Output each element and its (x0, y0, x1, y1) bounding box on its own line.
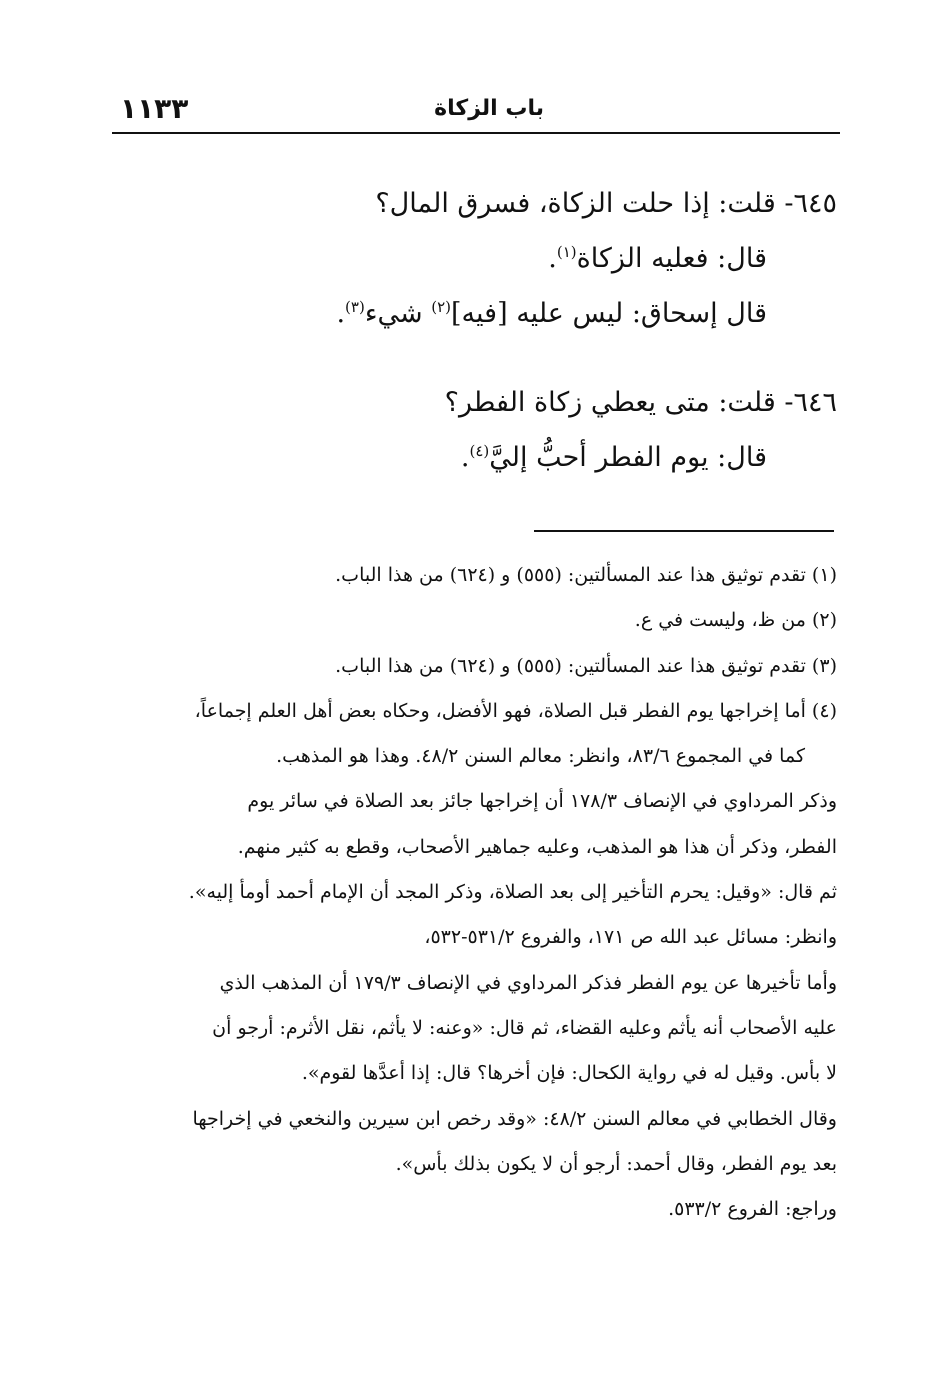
footnote-line: بعد يوم الفطر، وقال أحمد: أرجو أن لا يكون بذلك بأس». (395, 1152, 837, 1175)
question-text: ٦٤٥- قلت: إذا حلت الزكاة، فسرق المال؟ (375, 188, 837, 219)
footnote-line: وراجع: الفروع ٥٣٣/٢. (668, 1198, 837, 1221)
answer-prefix: قال: يوم الفطر أحبُّ إليَّ (489, 442, 767, 473)
footnote-line: كما في المجموع ٨٣/٦، وانظر: معالم السنن ٤٨/٢. وهذا هو المذهب. (276, 745, 805, 768)
footnote-line: (٣) تقدم توثيق هذا عند المسألتين: (٥٥٥) و (٦٢٤) من هذا الباب. (335, 654, 837, 677)
answer-text (137, 430, 837, 485)
footnote-line: عليه الأصحاب أنه يأثم وعليه القضاء، ثم قال: «وعنه: لا يأثم، نقل الأثرم: أرجو أن (212, 1016, 837, 1039)
footnote-ref-4: (٤) (469, 442, 490, 460)
footnote-line: ثم قال: «وقيل: يحرم التأخير إلى بعد الصلاة، وذكر المجد أن الإمام أحمد أومأ إليه». (188, 881, 837, 904)
chapter-title: باب الزكاة (434, 96, 544, 121)
footnote-line: لا بأس. وقيل له في رواية الكحال: فإن أخرها؟ قال: إذا أعدَّها لقوم». (301, 1062, 837, 1085)
footnotes (97, 553, 837, 1232)
ishaq-mid: شيء (364, 298, 432, 329)
ishaq-text (137, 286, 837, 341)
footnote-line: وانظر: مسائل عبد الله ص ١٧١، والفروع ٥٣١/٢-٥٣٢، (424, 926, 837, 949)
footnote-line: وذكر المرداوي في الإنصاف ١٧٨/٣ أن إخراجها جائز بعد الصلاة في سائر يوم (247, 790, 837, 813)
footnote-line: (٢) من ظ، وليست في ع. (634, 609, 837, 632)
question-646 (137, 375, 837, 485)
footnote-separator (534, 530, 834, 532)
ishaq-suffix: . (336, 298, 346, 329)
footnote-line: وأما تأخيرها عن يوم الفطر فذكر المرداوي في الإنصاف ١٧٩/٣ أن المذهب الذي (219, 971, 837, 994)
answer-suffix: . (460, 442, 470, 473)
footnote-line: (١) تقدم توثيق هذا عند المسألتين: (٥٥٥) و (٦٢٤) من هذا الباب. (335, 564, 837, 586)
question-text: ٦٤٦- قلت: متى يعطي زكاة الفطر؟ (444, 387, 837, 418)
footnote-ref-3: (٣) (345, 298, 365, 316)
page-number: ١١٣٣ (120, 92, 189, 125)
footnote-line: وقال الخطابي في معالم السنن ٤٨/٢: «وقد رخص ابن سيرين والنخعي في إخراجها (192, 1107, 837, 1130)
answer-suffix: . (548, 243, 557, 274)
page-header (112, 88, 840, 134)
answer-text (137, 231, 837, 286)
main-text (137, 176, 837, 519)
footnote-line: الفطر، وذكر أن هذا هو المذهب، وعليه جماهير الأصحاب، وقطع به كثير منهم. (237, 835, 837, 858)
footnote-line: (٤) أما إخراجها يوم الفطر قبل الصلاة، فهو الأفضل، وحكاه بعض أهل العلم إجماعاً، (194, 699, 837, 722)
question-645 (137, 176, 837, 341)
ishaq-prefix: قال إسحاق: ليس عليه [فيه] (451, 298, 767, 329)
footnote-ref-1: (١) (556, 243, 577, 261)
answer-prefix: قال: فعليه الزكاة (576, 243, 767, 274)
footnote-ref-2: (٢) (431, 298, 452, 316)
